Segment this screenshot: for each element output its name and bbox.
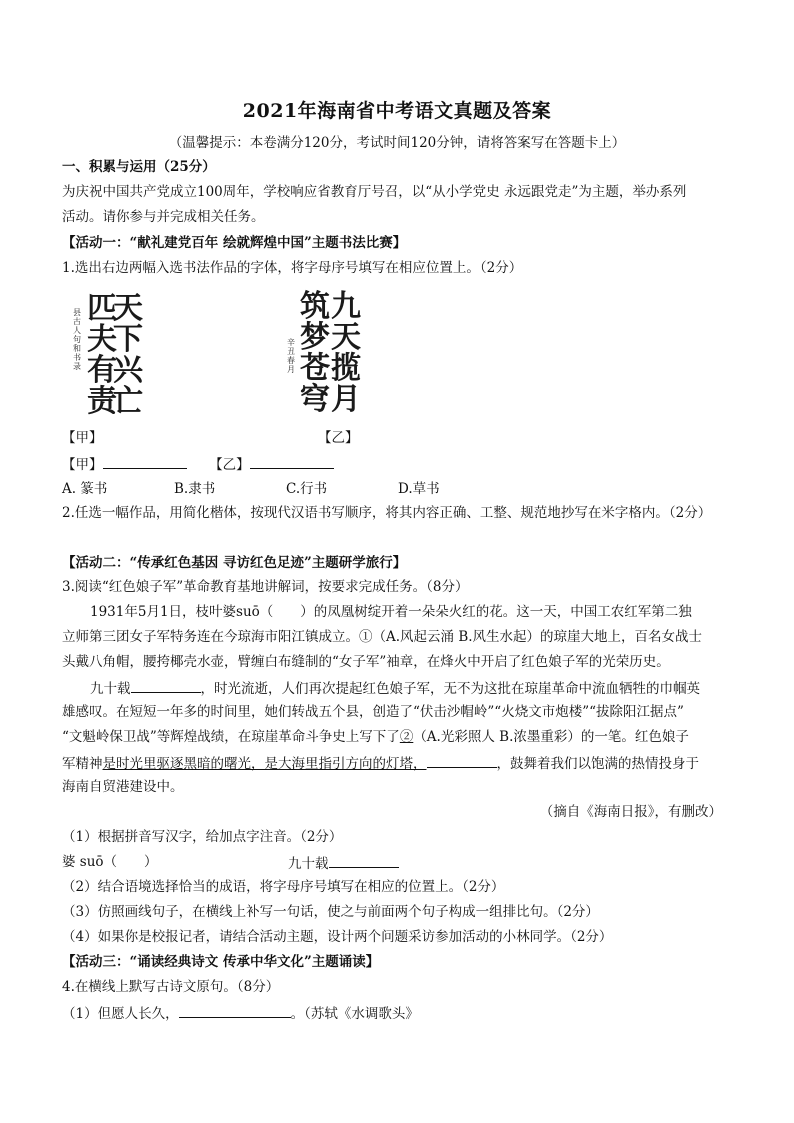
q4-sub1-blank[interactable] [179, 1003, 291, 1018]
question-3: 3.阅读“红色娘子军”革命教育基地讲解词，按要求完成任务。（8分） [62, 579, 469, 595]
passage-blank-2: ② [399, 729, 414, 745]
q4-sub1-b: 。（苏轼《水调歌头》 [290, 1006, 419, 1022]
option-c: C.行书 [286, 481, 328, 497]
passage-p1-line3: 头戴八角帽，腰挎椰壳水壶，臂缠白布缝制的“女子军”袖章，在烽火中开启了红色娘子军的光荣历史。 [62, 654, 670, 670]
q4-sub1-a: （1）但愿人长久， [62, 1006, 179, 1022]
section1-intro-line1: 为庆祝中国共产党成立100周年，学校响应省教育厅号召，以“从小学党史 永远跟党走”为主题，举办系列 [62, 184, 687, 200]
calligraphy-jia-col1: 天 下 兴 亡 [113, 291, 143, 419]
passage-p2-line4-a: 军精神 [62, 756, 103, 772]
option-b: B.隶书 [174, 481, 216, 497]
q3-sub1-items [62, 853, 158, 871]
passage-source: （摘自《海南日报》，有删改） [539, 804, 722, 820]
activity2-heading: 【活动二：“传承红色基因 寻访红色足迹”主题研学旅行】 [62, 555, 407, 571]
passage-p1-line1: 1931年5月1日，枝叶婆suō（ ）的凤凰树绽开着一朵朵火红的花。这一天，中国工农红军第二独 [90, 604, 692, 620]
page-title: 2021年海南省中考语文真题及答案 [242, 100, 552, 122]
calligraphy-yi-inscription: 辛 丑 春 月 [287, 338, 295, 374]
passage-p1-line2-a: 立师第三团女子军特务连在今琼海市阳江镇成立。 [62, 629, 359, 645]
answer-jia-blank[interactable] [103, 454, 187, 469]
option-a: A. 篆书 [62, 481, 108, 497]
q3-sub2: （2）结合语境选择恰当的成语，将字母序号填写在相应的位置上。（2分） [62, 879, 505, 895]
passage-blank-1: ①（A.风起云涌 B.风生水起）的琼崖大地上，百名女战士 [359, 629, 703, 645]
passage-p2-line4-c: ，鼓舞着我们以饱满的热情投身于 [496, 756, 699, 772]
section1-heading: 一、积累与运用（25分） [62, 159, 216, 175]
option-d: D.草书 [398, 481, 440, 497]
passage-p1-line2 [62, 628, 702, 646]
label-yi: 【乙】 [318, 430, 359, 446]
q3-sub1-item-b: 九十载 [288, 856, 329, 872]
passage-p2-line3-c: （A.光彩照人 B.浓墨重彩）的一笔。红色娘子 [413, 729, 689, 745]
activity1-heading: 【活动一：“献礼建党百年 绘就辉煌中国”主题书法比赛】 [62, 235, 407, 251]
answer-yi-label: 【乙】 [209, 457, 250, 473]
q3-sub4: （4）如果你是校报记者，请结合活动主题，设计两个问题采访参加活动的小林同学。（2分） [62, 929, 613, 945]
question-2: 2.任选一幅作品，用简化楷体，按现代汉语书写顺序，将其内容正确、工整、规范地抄写在米字格内。（2分） [62, 505, 712, 521]
answer-jia-label: 【甲】 [62, 457, 103, 473]
calligraphy-jia-col2: 匹 夫 有 责 [87, 291, 117, 419]
passage-p2-line1-b: ，时光流逝，人们再次提起红色娘子军，无不为这批在琼崖革命中流血牺牲的巾帼英 [200, 681, 700, 697]
question-1: 1.选出右边两幅入选书法作品的字体，将字母序号填写在相应位置上。（2分） [62, 260, 523, 276]
passage-p2-line1-a: 九十载 [90, 681, 131, 697]
passage-p2-line1 [90, 678, 700, 698]
passage-p2-line3-a: “文魁岭保卫战”等辉煌战绩，在琼崖革命斗争史上写下了 [62, 729, 400, 745]
blank-parallel[interactable] [427, 753, 497, 768]
q3-sub1: （1）根据拼音写汉字，给加点字注音。（2分） [62, 829, 343, 845]
calligraphy-yi-col2: 筑 梦 苍 穹 [300, 289, 330, 417]
answer-yi-blank[interactable] [250, 454, 334, 469]
q4-sub1 [62, 1003, 419, 1023]
passage-p2-line3 [62, 728, 689, 746]
question-4: 4.在横线上默写古诗文原句。（8分） [62, 979, 280, 995]
notice: （温馨提示：本卷满分120分，考试时间120分钟，请将答案写在答题卡上） [168, 135, 626, 151]
label-jia: 【甲】 [62, 430, 103, 446]
q3-sub3: （3）仿照画线句子，在横线上补写一句话，使之与前面两个句子构成一组排比句。（2分） [62, 904, 599, 920]
underlined-sentence: 是时光里驱逐黑暗的曙光，是大海里指引方向的灯塔， [102, 756, 427, 772]
q3-sub1-item-b-row [288, 853, 399, 873]
passage-p2-line5: 海南自贸港建设中。 [62, 779, 184, 795]
passage-p2-line2: 雄感叹。在短短一年多的时间里，她们转战五个县，创造了“伏击沙帽岭”“火烧文市炮楼”“拔除阳江据点” [62, 704, 684, 720]
calligraphy-jia-inscription: 县 古 人 句 和 书 录 [73, 308, 81, 371]
passage-p2-line4 [62, 753, 699, 773]
answer-row [62, 454, 334, 474]
q3-sub1-item-b-blank[interactable] [329, 853, 399, 868]
calligraphy-yi-col1: 九 天 揽 月 [331, 289, 361, 417]
blank-jiushizai[interactable] [131, 678, 201, 693]
q3-sub1-item-a: 婆 suō（ ） [62, 854, 158, 870]
section1-intro-line2: 活动。请你参与并完成相关任务。 [62, 209, 265, 225]
activity3-heading: 【活动三：“诵读经典诗文 传承中华文化”主题诵读】 [62, 954, 380, 970]
